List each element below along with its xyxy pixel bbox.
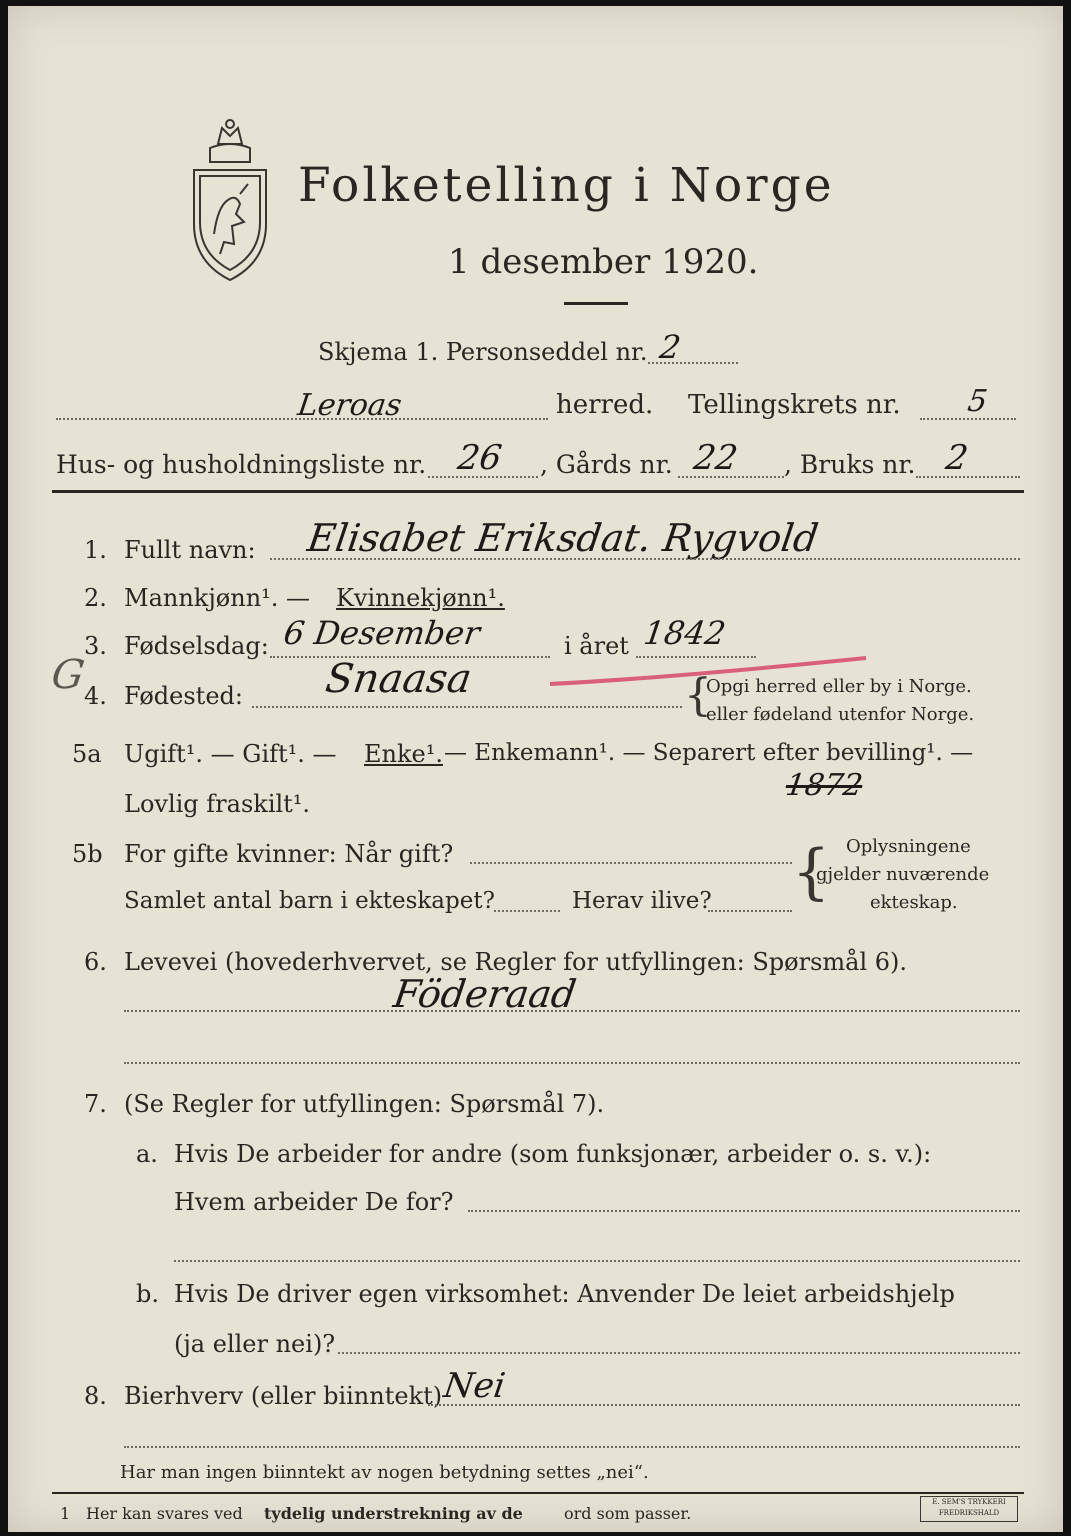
q4-note-line2: eller fødeland utenfor Norge. [706, 704, 975, 725]
q6-line1 [124, 1010, 1020, 1012]
coat-of-arms-icon [184, 114, 276, 286]
q5b-note-line2: gjelder nuværende [816, 864, 990, 885]
form-date: 1 desember 1920. [448, 242, 759, 282]
bruks-nr-line [916, 476, 1020, 478]
q7-number: 7. [84, 1090, 107, 1118]
q8-number: 8. [84, 1382, 107, 1410]
q5a-line2: Lovlig fraskilt¹. [124, 790, 311, 818]
q7a-letter: a. [136, 1140, 158, 1168]
q5b-barn-line [494, 910, 560, 912]
q7b-line1: Hvis De driver egen virksomhet: Anvender De leiet arbeidshjelp [174, 1280, 955, 1308]
q7a-line1: Hvis De arbeider for andre (som funksjonær, arbeider o. s. v.): [174, 1140, 932, 1168]
q5b-note-line3: ekteskap. [870, 892, 958, 913]
q4-margin-mark: G [48, 652, 88, 698]
q7b-letter: b. [136, 1280, 159, 1308]
q4-note-line1: Opgi herred eller by i Norge. [706, 676, 972, 697]
q8-answer: Nei [441, 1366, 508, 1406]
q7a-line2: Hvem arbeider De for? [174, 1188, 454, 1216]
q5b-number: 5b [72, 840, 103, 868]
form-title: Folketelling i Norge [298, 158, 835, 213]
q1-answer: Elisabet Eriksdat. Rygvold [304, 516, 822, 560]
tellingskrets-label: Tellingskrets nr. [688, 390, 901, 420]
q3-year-answer: 1842 [641, 614, 729, 652]
husliste-nr-line [428, 476, 538, 478]
footer-note: Har man ingen biinntekt av nogen betydning settes „nei“. [120, 1462, 649, 1483]
q4-label: Fødested: [124, 682, 243, 710]
q3-year-label: i året [564, 632, 629, 660]
gards-nr-line [678, 476, 784, 478]
q6-line2 [124, 1062, 1020, 1064]
q1-line [270, 558, 1020, 560]
q5a-options-pre: Ugift¹. — Gift¹. — [124, 740, 337, 768]
tellingskrets-nr-line [920, 418, 1016, 420]
q5b-ilive-line [708, 910, 792, 912]
q1-number: 1. [84, 536, 107, 564]
q4-note-bracket: { [684, 670, 712, 721]
q5b-line1: For gifte kvinner: Når gift? [124, 840, 454, 868]
q5a-options-post: — Enkemann¹. — Separert efter bevilling¹. — [444, 740, 974, 766]
q5b-gift-line [470, 862, 792, 864]
q3-label: Fødselsdag: [124, 632, 269, 660]
bruks-nr-value: 2 [943, 438, 971, 478]
q1-label: Fullt navn: [124, 536, 256, 564]
q2-male-option: Mannkjønn¹. — [124, 584, 311, 612]
q4-line [252, 706, 682, 708]
census-form [8, 6, 1063, 1532]
q4-number: 4. [84, 682, 107, 710]
personseddel-nr-line [648, 362, 738, 364]
skjema-label: Skjema 1. Personseddel nr. [318, 338, 648, 366]
footnote-number: 1 [60, 1504, 71, 1523]
q8-line1 [428, 1404, 1020, 1406]
husliste-label: Hus- og husholdningsliste nr. [56, 450, 427, 479]
q8-label: Bierhverv (eller biinntekt) [124, 1382, 443, 1410]
q7-label: (Se Regler for utfyllingen: Spørsmål 7). [124, 1090, 605, 1118]
q8-line2 [124, 1446, 1020, 1448]
q5b-note-bracket: { [792, 837, 831, 907]
gards-label: , Gårds nr. [540, 450, 673, 479]
q5a-struck-value: 1872 [783, 768, 865, 803]
footnote-suffix: ord som passer. [564, 1504, 692, 1523]
header-rule [52, 490, 1024, 493]
q6-label: Levevei (hovederhvervet, se Regler for utfyllingen: Spørsmål 6). [124, 948, 908, 976]
bruks-label: , Bruks nr. [784, 450, 916, 479]
q3-answer: 6 Desember [281, 614, 483, 652]
personseddel-nr-value: 2 [657, 328, 684, 366]
q7a-answer-line1 [468, 1210, 1020, 1212]
q5a-enke-option: Enke¹. [364, 740, 443, 768]
tellingskrets-nr-value: 5 [965, 384, 990, 419]
q5a-number: 5a [72, 740, 102, 768]
q7a-answer-line2 [174, 1260, 1020, 1262]
gards-nr-value: 22 [691, 438, 741, 478]
q6-answer: Föderaad [390, 972, 579, 1016]
q5b-line2: Samlet antal barn i ekteskapet? [124, 888, 495, 914]
q5b-line2b: Herav ilive? [572, 888, 712, 914]
husliste-nr-value: 26 [455, 438, 505, 478]
q4-answer: Snaasa [322, 656, 475, 702]
q5b-note-line1: Oplysningene [846, 836, 971, 857]
title-divider [564, 302, 628, 305]
q7b-line2: (ja eller nei)? [174, 1330, 336, 1358]
q2-female-option: Kvinnekjønn¹. [336, 584, 505, 612]
q6-number: 6. [84, 948, 107, 976]
q2-number: 2. [84, 584, 107, 612]
herred-label: herred. [556, 390, 654, 420]
footnote-prefix: Her kan svares ved [86, 1504, 243, 1523]
printer-stamp: E. SEM'S TRYKKERI FREDRIKSHALD [920, 1496, 1018, 1522]
q3-number: 3. [84, 632, 107, 660]
q7b-answer-line [338, 1352, 1020, 1354]
footnote-bold: tydelig understrekning av de [264, 1504, 523, 1523]
herred-value: Leroas [295, 388, 404, 423]
footer-rule [52, 1492, 1024, 1494]
